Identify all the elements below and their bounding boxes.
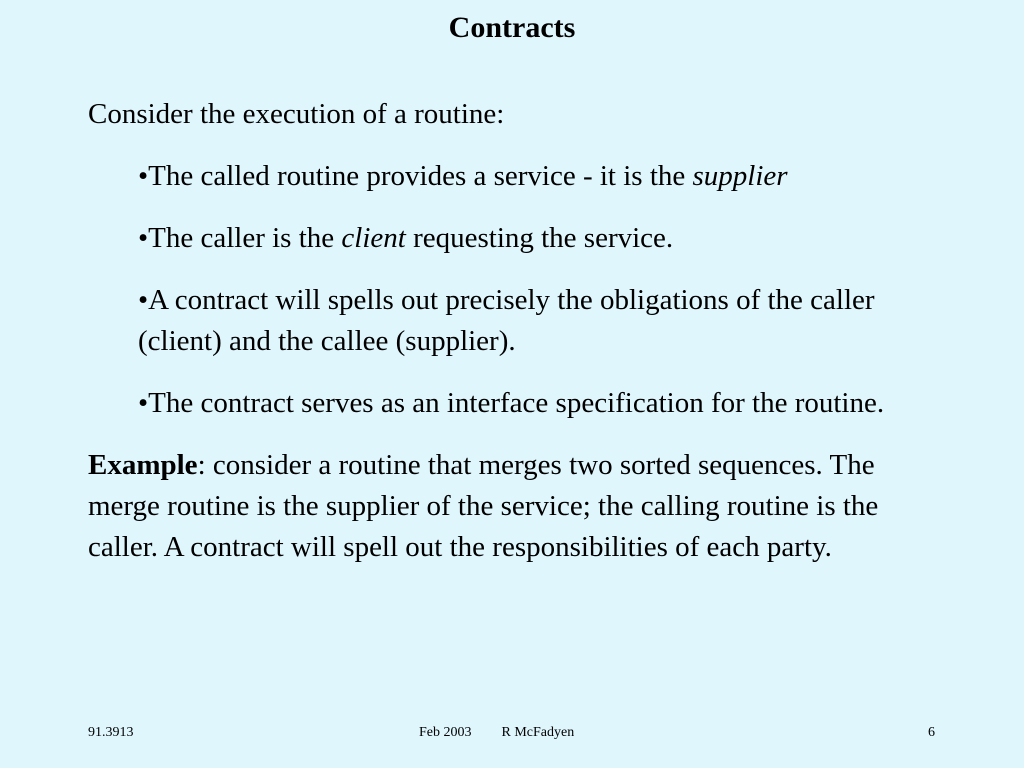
bullet-text: •A contract will spells out precisely the obligations of the caller (client) and the callee (supplier). bbox=[138, 284, 875, 357]
slide-title: Contracts bbox=[448, 11, 576, 44]
intro-paragraph: Consider the execution of a routine: bbox=[88, 98, 505, 130]
footer-date: Feb 2003 bbox=[419, 725, 472, 740]
bullet-client bbox=[138, 218, 948, 259]
bullet-text-after: requesting the service. bbox=[405, 222, 674, 254]
footer-center bbox=[419, 724, 574, 742]
example-label: Example bbox=[88, 449, 198, 481]
example-paragraph bbox=[88, 445, 948, 568]
example-text: : consider a routine that merges two sorted sequences. The merge routine is the supplier of the service; the calling routine is the caller. A contract will spell out the responsibilities of each party. bbox=[88, 449, 879, 563]
bullet-text: •The contract serves as an interface specification for the routine. bbox=[138, 387, 885, 419]
footer-course-code: 91.3913 bbox=[88, 725, 134, 740]
footer-page-number: 6 bbox=[928, 725, 935, 740]
bullet-contract-obligations bbox=[138, 280, 948, 362]
bullet-emphasis: supplier bbox=[692, 160, 788, 192]
footer-author: R McFadyen bbox=[501, 725, 575, 740]
bullet-supplier bbox=[138, 156, 948, 197]
bullet-interface-spec bbox=[138, 383, 948, 424]
bullet-emphasis: client bbox=[341, 222, 406, 254]
bullet-text: •The called routine provides a service - it is the bbox=[138, 160, 693, 192]
slide-body bbox=[88, 94, 948, 589]
bullet-text: •The caller is the bbox=[138, 222, 342, 254]
